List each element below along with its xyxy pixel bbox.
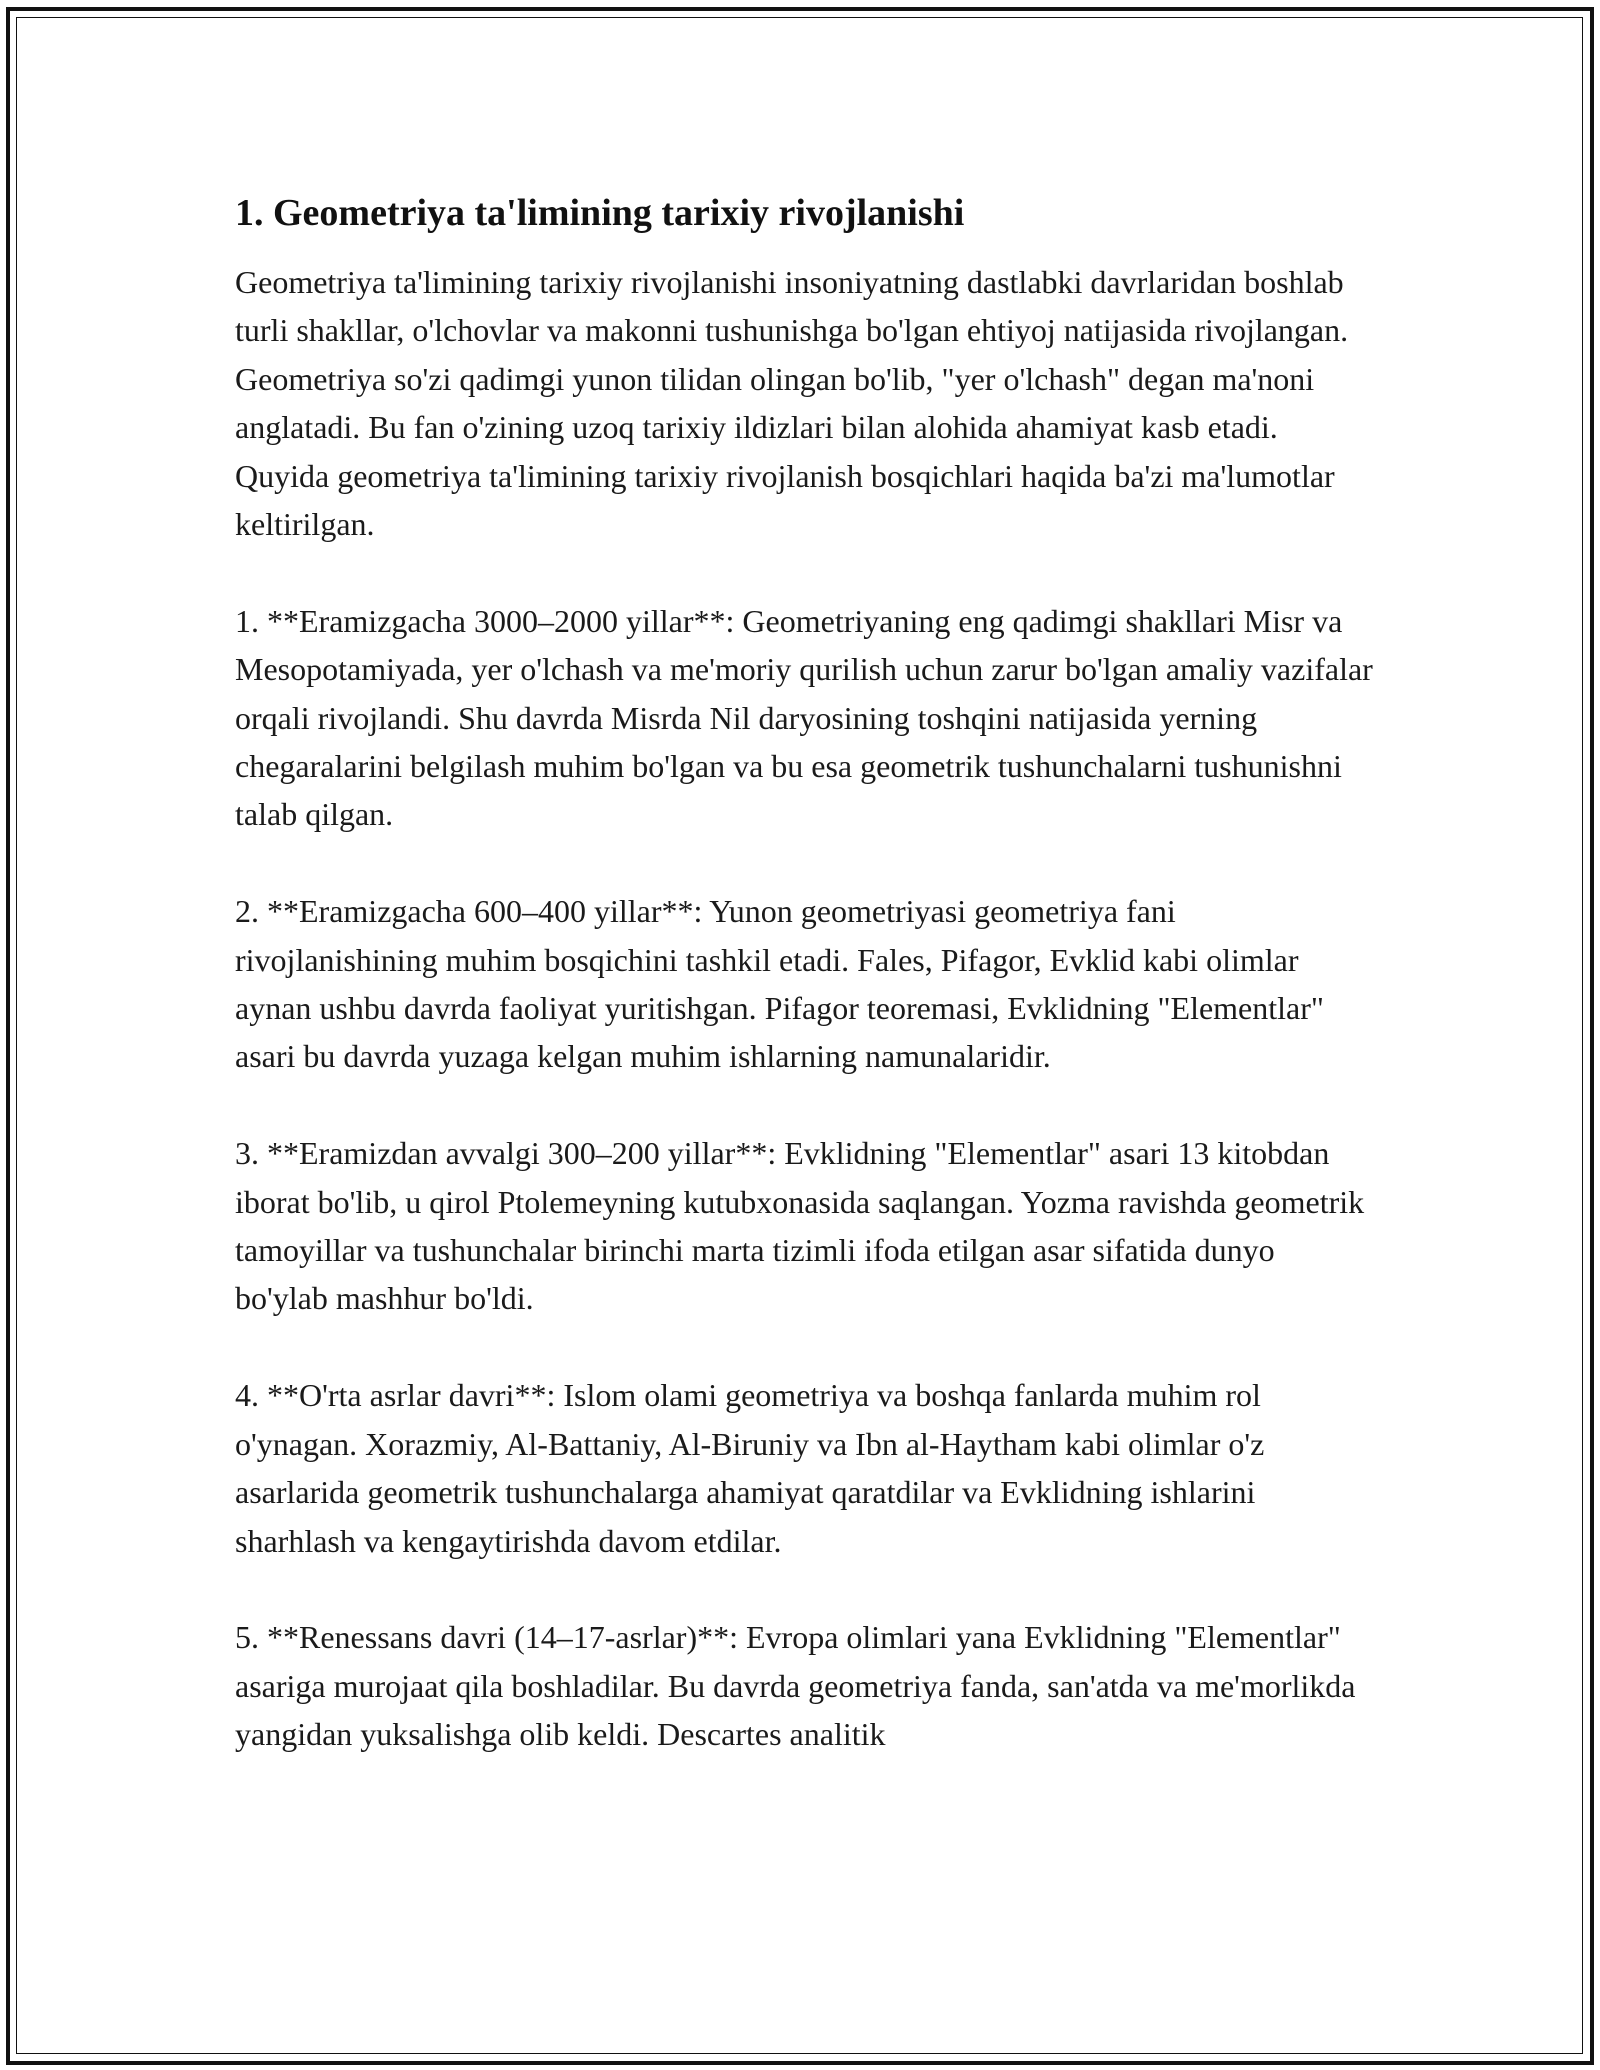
intro-paragraph: Geometriya ta'limining tarixiy rivojlanishi insoniyatning dastlabki davrlaridan boshlab turli shakllar, o'lchovlar va makonni tushunishga bo'lgan ehtiyoj natijasida rivojlangan. Geometriya so'zi qadimgi yunon tilidan olingan bo'lib, "yer o'lchash" degan ma'noni anglatadi. Bu fan o'zining uzoq tarixiy ildizlari bilan alohida ahamiyat kasb etadi. Quyida geometriya ta'limining tarixiy rivojlanish bosqichlari haqida ba'zi ma'lumotlar keltirilgan.	[235, 264, 1349, 543]
list-item-3: 3. **Eramizdan avvalgi 300–200 yillar**: Evklidning "Elementlar" asari 13 kitobdan iborat bo'lib, u qirol Ptolemeyning kutubxonasida saqlangan. Yozma ravishda geometrik tamoyillar va tushunchalar birinchi marta tizimli ifoda etilgan asar sifatida dunyo bo'ylab mashhur bo'ldi.	[235, 1135, 1365, 1317]
list-item-1: 1. **Eramizgacha 3000–2000 yillar**: Geometriyaning eng qadimgi shakllari Misr va Mesopotamiyada, yer o'lchash va me'moriy qurilish uchun zarur bo'lgan amaliy vazifalar orqali rivojlandi. Shu davrda Misrda Nil daryosining toshqini natijasida yerning chegaralarini belgilash muhim bo'lgan va bu esa geometrik tushunchalarni tushunishni talab qilgan.	[235, 602, 1373, 833]
list-item-4: 4. **O'rta asrlar davri**: Islom olami geometriya va boshqa fanlarda muhim rol o'ynagan. Xorazmiy, Al-Battaniy, Al-Biruniy va Ibn al-Haytham kabi olimlar o'z asarlarida geometrik tushunchalarga ahamiyat qaratdilar va Evklidning ishlarini sharhlash va kengaytirishda davom etdilar.	[235, 1377, 1265, 1559]
list-item-5: 5. **Renessans davri (14–17-asrlar)**: Evropa olimlari yana Evklidning "Elementlar" asariga murojaat qila boshladilar. Bu davrda geometriya fanda, san'atda va me'morlikda yangidan yuksalishga olib keldi. Descartes analitik	[235, 1619, 1356, 1753]
document-body	[235, 186, 1375, 1807]
section-title: 1. Geometriya ta'limining tarixiy rivojlanishi	[235, 192, 965, 234]
list-item-2: 2. **Eramizgacha 600–400 yillar**: Yunon geometriyasi geometriya fani rivojlanishining muhim bosqichini tashkil etadi. Fales, Pifagor, Evklid kabi olimlar aynan ushbu davrda faoliyat yuritishgan. Pifagor teoremasi, Evklidning "Elementlar" asari bu davrda yuzaga kelgan muhim ishlarning namunalaridir.	[235, 893, 1324, 1075]
